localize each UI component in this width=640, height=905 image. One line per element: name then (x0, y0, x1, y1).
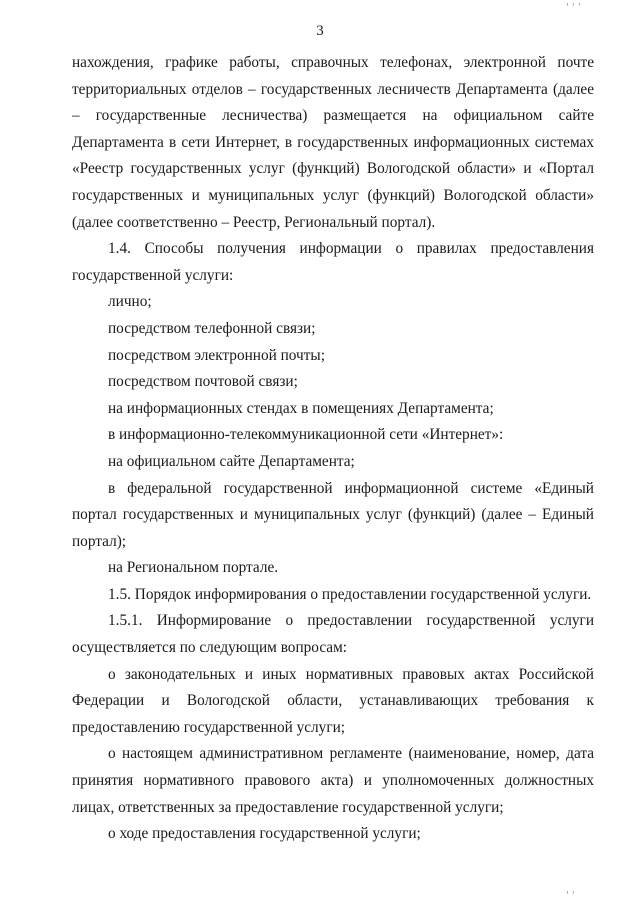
list-item-official-site: на официальном сайте Департамента; (108, 452, 355, 470)
list-item-phone: посредством телефонной связи; (108, 319, 316, 337)
paragraph-section-1-5: 1.5. Порядок информирования о предоставлении государственной услуги. (108, 585, 592, 603)
paragraph-section-1-4: 1.4. Способы получения информации о правилах предоставления государственной услуги: (72, 240, 594, 284)
list-item-internet: в информационно-телекоммуникационной сети «Интернет»: (108, 426, 504, 444)
list-item-info-stands: на информационных стендах в помещениях Департамента; (108, 399, 494, 417)
list-item-regional-portal: на Региональном портале. (108, 559, 279, 577)
list-item-email: посредством электронной почты; (108, 346, 325, 364)
list-item-progress: о ходе предоставления государственной услуги; (108, 825, 421, 843)
list-item-in-person: лично; (108, 293, 152, 311)
page-number: 3 (316, 23, 324, 39)
list-item-legislation: о законодательных и иных нормативных правовых актах Российской Федерации и Вологодской области, устанавливающих требования к предоставлению государственной услуги; (72, 665, 594, 736)
list-item-postal: посредством почтовой связи; (108, 373, 298, 391)
list-item-unified-portal: в федеральной государственной информационной системе «Единый портал государственных и муниципальных услуг (функций) (далее – Единый портал); (72, 479, 594, 550)
list-item-regulation: о настоящем административном регламенте (наименование, номер, дата принятия нормативного правового акта) и уполномоченных должностных лицах, ответственных за предоставление государственной услуги; (72, 745, 594, 816)
paragraph-section-1-5-1: 1.5.1. Информирование о предоставлении государственной услуги осуществляется по следующим вопросам: (72, 612, 594, 657)
document-body (72, 50, 594, 848)
paragraph-info-location: нахождения, графике работы, справочных телефонах, электронной почте территориальных отделов – государственных лесничеств Департамента (далее – государственные лесничества) размещается на официальном сайте Департамента в сети Интернет, в государственных информационных системах «Реестр государственных услуг (функций) Вологодской области» и «Портал государственных и муниципальных услуг (функций) Вологодской области» (далее соответственно – Реестр, Региональный портал). (72, 54, 594, 231)
scan-edge-mark-bottom: ' ' (566, 890, 575, 901)
scan-edge-mark-top: ' ' ' (566, 2, 581, 13)
